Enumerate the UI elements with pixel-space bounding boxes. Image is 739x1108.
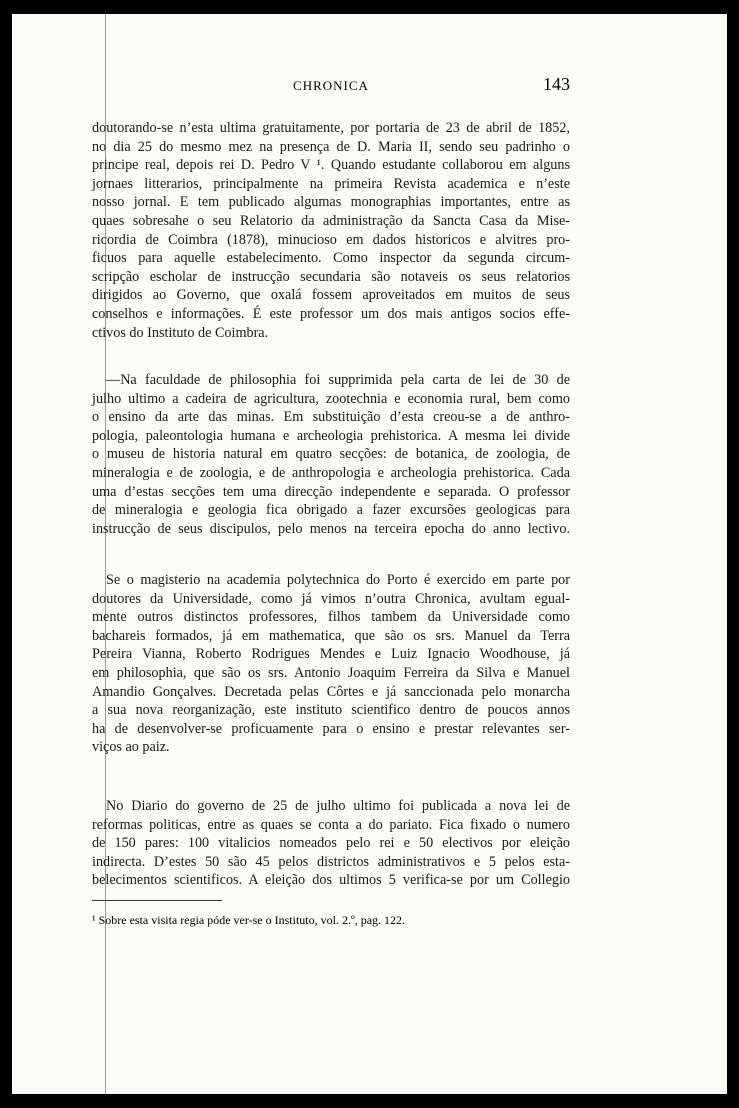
text-line: No Diario do governo de 25 de julho ultimo foi publicada a nova lei de <box>106 798 570 814</box>
paragraph-1 <box>92 119 570 342</box>
text-line: pologia, paleontologia humana e archeologia prehistorica. A mesma lei divide <box>92 427 570 444</box>
text-line: quaes sobresahe o seu Relatorio da administração da Sancta Casa da Mise- <box>92 212 570 229</box>
text-line: doutores da Universidade, como já vimos n’outra Chronica, avultam egual- <box>92 590 570 607</box>
text-line: principe real, depois rei D. Pedro V ¹. Quando estudante collaborou em alguns <box>92 157 570 174</box>
text-line: conselhos e informações. É este professor um dos mais antigos socios effe- <box>92 305 570 322</box>
text-line: scripção escholar de instrucção secundaria são notaveis os seus relatorios <box>92 268 570 285</box>
text-line: de 150 pares: 100 vitalicios nomeados pelo rei e 50 electivos por eleição <box>92 835 570 852</box>
text-line: bachareis formados, já em mathematica, que são os srs. Manuel da Terra <box>92 627 570 644</box>
text-line: reformas politicas, entre as quaes se conta a do pariato. Fica fixado o numero <box>92 816 570 833</box>
text-line: mente outros distinctos professores, filhos tambem da Universidade como <box>92 609 570 626</box>
text-line: ctivos do Instituto de Coimbra. <box>92 324 269 341</box>
text-line: mineralogia e de zoologia, e de anthropologia e archeologia prehistorica. Cada <box>92 464 570 481</box>
footnote: ¹ Sobre esta visita regia póde ver-se o Instituto, vol. 2.º, pag. 122. <box>92 913 406 927</box>
text-line: instrucção de seus discipulos, pelo menos na terceira epocha do anno lectivo. <box>92 520 570 537</box>
text-line: Se o magisterio na academia polytechnica do Porto é exercido em parte por <box>106 572 570 588</box>
footnote-rule <box>92 900 222 901</box>
text-line: no dia 25 do mesmo mez na presença de D. Maria II, sendo seu padrinho o <box>92 138 570 155</box>
text-line: —Na faculdade de philosophia foi supprimida pela carta de lei de 30 de <box>106 372 570 388</box>
text-line: ha de desenvolver-se proficuamente para o ensino e prestar relevantes ser- <box>92 720 570 737</box>
text-line: o museu de historia natural em quatro secções: de botanica, de zoologia, de <box>92 446 570 463</box>
text-line: de mineralogia e geologia fica obrigado a fazer excursões geologicas para <box>92 502 570 519</box>
text-line: ficuos para aquelle estabelecimento. Como inspector da segunda circum- <box>92 250 570 267</box>
text-line: ricordia de Coimbra (1878), minucioso em dados historicos e alvitres pro- <box>92 231 570 248</box>
text-line: a sua nova reorganização, este instituto scientifico dentro de poucos annos <box>92 702 570 719</box>
page-number: 143 <box>543 74 570 94</box>
text-line: jornaes litterarios, principalmente na primeira Revista academica e n’este <box>92 175 570 192</box>
text-line: viços ao paiz. <box>92 739 170 756</box>
text-line: nosso jornal. E tem publicado algumas monographias importantes, entre as <box>92 194 570 211</box>
text-line: Pereira Vianna, Roberto Rodrigues Mendes e Luiz Ignacio Woodhouse, já <box>92 646 570 663</box>
text-line: em philosophia, que são os srs. Antonio Joaquim Ferreira da Silva e Manuel <box>92 664 570 681</box>
text-line: indirecta. D’estes 50 são 45 pelos districtos administrativos e 5 pelos esta- <box>92 853 570 870</box>
text-line: Amandio Gonçalves. Decretada pelas Côrtes e já sanccionada pelo monarcha <box>92 683 570 700</box>
text-line: dirigidos ao Governo, que oxalá fossem aproveitados em muitos de seus <box>92 287 570 304</box>
text-line: uma d’estas secções tem uma direcção independente e separada. O professor <box>92 483 570 500</box>
page-header <box>92 74 570 100</box>
paragraph-2 <box>92 371 570 538</box>
text-line: o ensino da arte das minas. Em substituição d’esta creou-se a de anthro- <box>92 409 570 426</box>
paragraph-3 <box>92 571 570 757</box>
text-line: belecimentos scientificos. A eleição dos ultimos 5 verifica-se por um Collegio <box>92 872 570 889</box>
paragraph-4 <box>92 797 570 890</box>
running-title: CHRONICA <box>293 78 369 93</box>
text-line: julho ultimo a cadeira de agricultura, zootechnia e economia rural, bem como <box>92 390 570 407</box>
text-line: doutorando-se n’esta ultima gratuitamente, por portaria de 23 de abril de 1852, <box>92 120 570 136</box>
